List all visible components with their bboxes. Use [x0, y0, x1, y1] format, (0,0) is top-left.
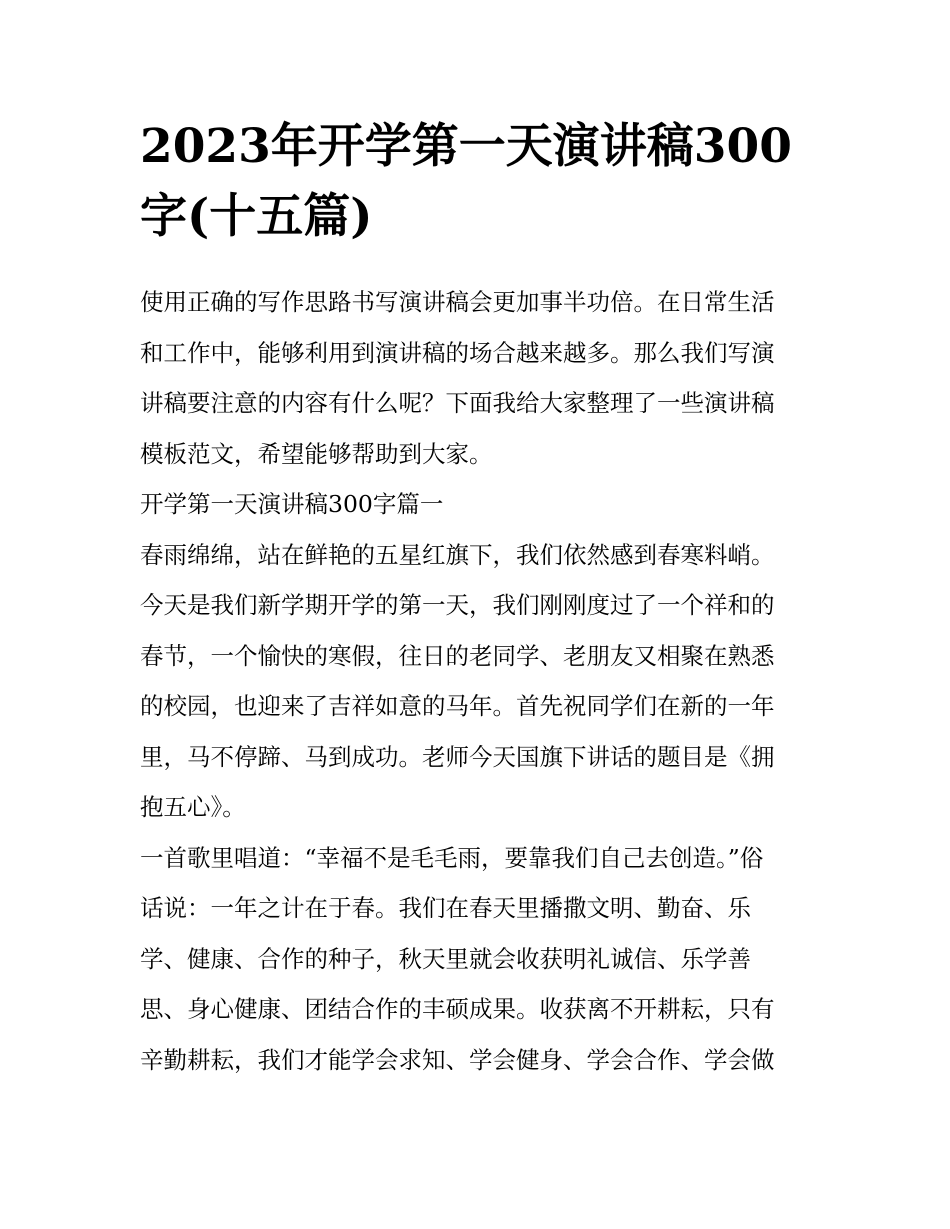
paragraph-1-line-3: 春节，一个愉快的寒假，往日的老同学、老朋友又相聚在熟悉	[140, 641, 775, 670]
paragraph-1-line-6: 抱五心》。	[140, 793, 246, 821]
paragraph-1	[140, 530, 830, 833]
paragraph-1-line-5: 里，马不停蹄、马到成功。老师今天国旗下讲话的题目是《拥	[140, 742, 775, 771]
paragraph-1-line-4: 的校园，也迎来了吉祥如意的马年。首先祝同学们在新的一年	[140, 692, 775, 720]
title-line-2: 字(十五篇)	[140, 189, 373, 244]
paragraph-2-line-1: 一首歌里唱道：“幸福不是毛毛雨，要靠我们自己去创造。”俗	[140, 843, 764, 872]
paragraph-2-line-2: 话说：一年之计在于春。我们在春天里播撒文明、勤奋、乐	[140, 894, 751, 922]
document-body	[140, 277, 830, 1085]
paragraph-2-line-5: 辛勤耕耘，我们才能学会求知、学会健身、学会合作、学会做	[140, 1045, 775, 1074]
paragraph-2-line-3: 学、健康、合作的种子，秋天里就会收获明礼诚信、乐学善	[140, 944, 751, 973]
intro-line-3: 讲稿要注意的内容有什么呢？下面我给大家整理了一些演讲稿	[140, 389, 775, 417]
section-heading: 开学第一天演讲稿300字篇一	[140, 490, 444, 518]
paragraph-1-line-1: 春雨绵绵，站在鲜艳的五星红旗下，我们依然感到春寒料峭。	[140, 540, 775, 569]
paragraph-1-line-2: 今天是我们新学期开学的第一天，我们刚刚度过了一个祥和的	[140, 591, 775, 619]
title-line-1: 2023年开学第一天演讲稿300	[140, 119, 792, 174]
intro-line-4: 模板范文，希望能够帮助到大家。	[140, 439, 493, 468]
document-title	[140, 112, 830, 252]
intro-line-1: 使用正确的写作思路书写演讲稿会更加事半功倍。在日常生活	[140, 288, 775, 316]
intro-line-2: 和工作中，能够利用到演讲稿的场合越来越多。那么我们写演	[140, 338, 775, 367]
paragraph-2-line-4: 思、身心健康、团结合作的丰硕成果。收获离不开耕耘，只有	[140, 995, 775, 1023]
intro-paragraph	[140, 277, 830, 479]
paragraph-2	[140, 833, 830, 1086]
